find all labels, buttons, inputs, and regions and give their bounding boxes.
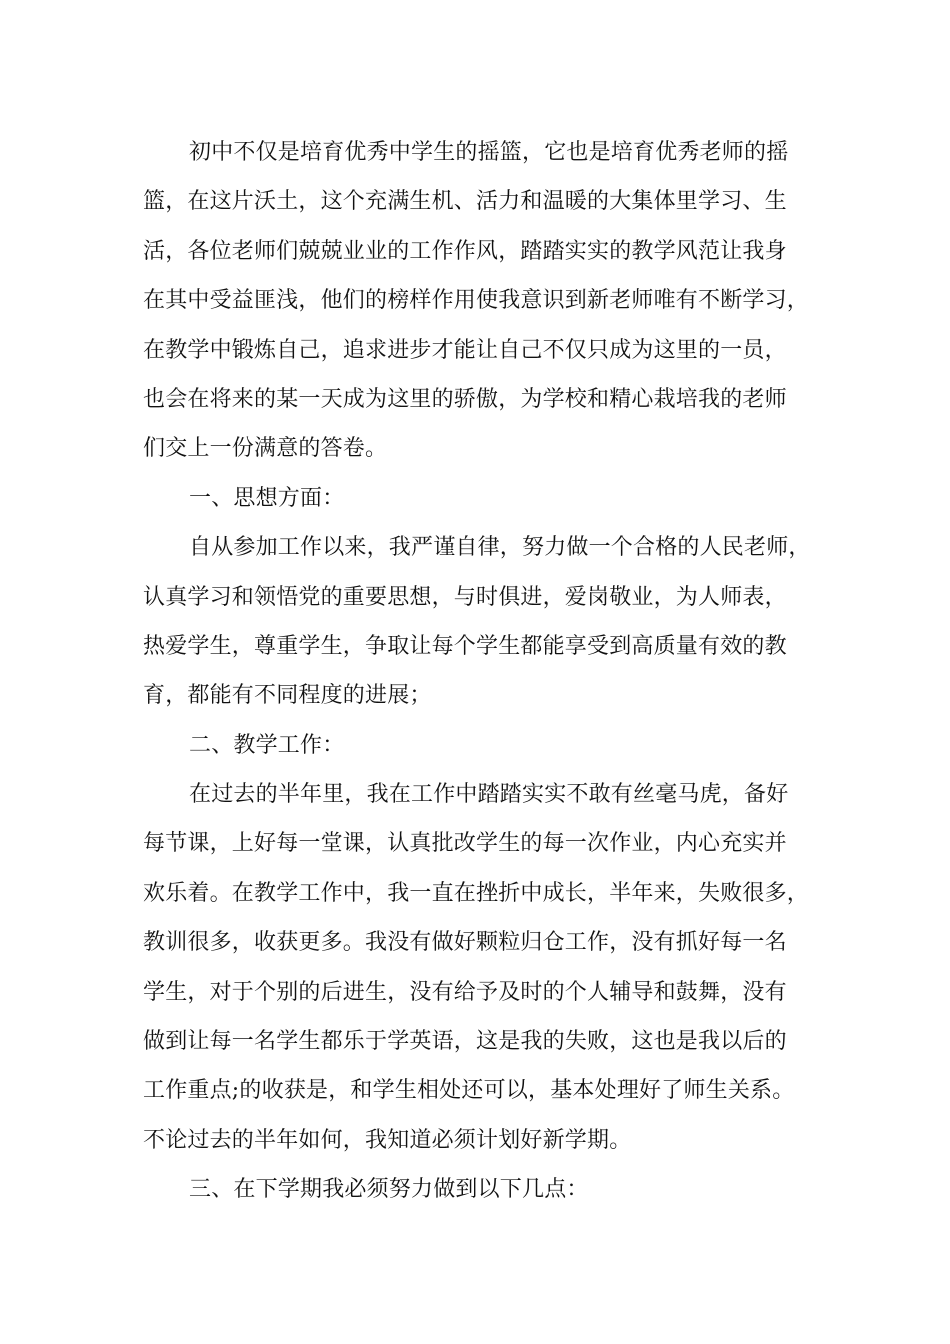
paragraph-line: 篮，在这片沃土，这个充满生机、活力和温暖的大集体里学习、生	[143, 189, 787, 215]
paragraph-line: 自从参加工作以来，我严谨自律，努力做一个合格的人民老师，	[189, 535, 811, 561]
paragraph-line: 初中不仅是培育优秀中学生的摇篮，它也是培育优秀老师的摇	[189, 140, 789, 165]
paragraph-line: 认真学习和领悟党的重要思想，与时俱进，爱岗敬业，为人师表，	[143, 584, 787, 610]
paragraph-line: 工作重点;的收获是，和学生相处还可以，基本处理好了师生关系。	[143, 1078, 795, 1104]
paragraph-line: 学生，对于个别的后进生，没有给予及时的个人辅导和鼓舞，没有	[143, 979, 787, 1005]
document-body	[143, 128, 823, 1215]
paragraph-line: 每节课，上好每一堂课，认真批改学生的每一次作业，内心充实并	[143, 831, 787, 857]
section-heading: 二、教学工作：	[189, 732, 345, 758]
paragraph-teaching	[143, 770, 823, 1165]
paragraph-line: 教训很多，收获更多。我没有做好颗粒归仓工作，没有抓好每一名	[143, 930, 787, 956]
paragraph-line: 育，都能有不同程度的进展；	[143, 683, 432, 709]
section-heading-thought	[143, 474, 823, 523]
paragraph-line: 做到让每一名学生都乐于学英语，这是我的失败，这也是我以后的	[143, 1029, 787, 1055]
section-heading: 三、在下学期我必须努力做到以下几点：	[189, 1177, 589, 1203]
section-heading-teaching	[143, 721, 823, 770]
paragraph-line: 在教学中锻炼自己，追求进步才能让自己不仅只成为这里的一员，	[143, 337, 787, 363]
paragraph-thought	[143, 523, 823, 721]
section-heading-next-term	[143, 1165, 823, 1214]
section-heading: 一、思想方面：	[189, 485, 345, 511]
paragraph-line: 欢乐着。在教学工作中，我一直在挫折中成长，半年来，失败很多，	[143, 880, 810, 906]
paragraph-line: 也会在将来的某一天成为这里的骄傲，为学校和精心栽培我的老师	[143, 386, 787, 412]
paragraph-line: 在过去的半年里，我在工作中踏踏实实不敢有丝毫马虎，备好	[189, 782, 789, 808]
paragraph-line: 活，各位老师们兢兢业业的工作作风，踏踏实实的教学风范让我身	[143, 238, 787, 264]
paragraph-line: 热爱学生，尊重学生，争取让每个学生都能享受到高质量有效的教	[143, 633, 787, 659]
paragraph-line: 们交上一份满意的答卷。	[143, 436, 388, 462]
paragraph-line: 在其中受益匪浅，他们的榜样作用使我意识到新老师唯有不断学习，	[143, 288, 810, 314]
paragraph-intro	[143, 128, 823, 474]
paragraph-line: 不论过去的半年如何，我知道必须计划好新学期。	[143, 1127, 632, 1153]
